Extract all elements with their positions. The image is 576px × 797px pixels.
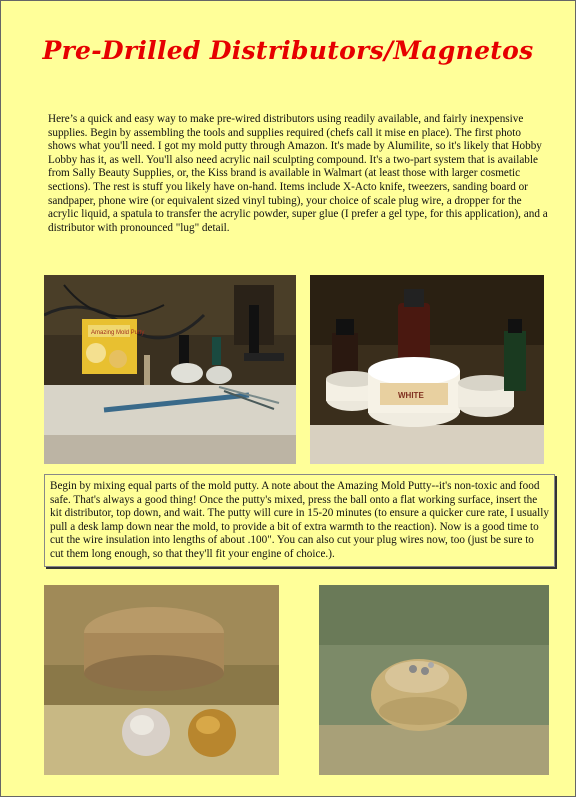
photo-acrylic-supplies bbox=[310, 275, 544, 464]
page-title: Pre-Drilled Distributors/Magnetos bbox=[42, 36, 534, 65]
photo-supplies-desk bbox=[44, 275, 296, 464]
photo-putty-mold bbox=[319, 585, 549, 775]
kit-box-label: Amazing Mold Putty bbox=[91, 330, 145, 336]
jar-label: WHITE bbox=[398, 391, 424, 400]
step-paragraph: Begin by mixing equal parts of the mold putty. A note about the Amazing Mold Putty--it's non-toxic and food safe. That's always a good thing! Once the putty's mixed, press the ball onto a flat working surface, insert the kit distributor, top down, and wait. The putty will cure in 15-20 minutes (to ensure a quicker cure rate, I usually pull a desk lamp down near the mold, to provide a bit of extra warmth to the reaction). Now is a good time to cut the wire insulation into lengths of about .100". You can also cut your plug wires now, too (just be sure to cut them long enough, so that they'll fit your engine of choice.). bbox=[50, 480, 549, 560]
step-callout-box bbox=[44, 474, 555, 567]
intro-paragraph: Here’s a quick and easy way to make pre-wired distributors using readily available, and fairly inexpensive supplies. Begin by assembling the tools and supplies required (chefs call it mise en place). The first photo shows what you'll need. I got my mold putty through Amazon. It's made by Alumilite, so it's likely that Hobby Lobby has it, as well. You'll also need acrylic nail sculpting compound. It's a two-part system that is available from Sally Beauty Supplies, or, the Kiss brand is available in Walmart (at least those with larger cosmetic sections). The rest is stuff you likely have on-hand. Items include X-Acto knife, tweezers, sanding board or sandpaper, phone wire (or equivalent sized vinyl tubing), your choice of scale plug wire, a dropper for the acrylic liquid, a spatula to transfer the acrylic powder, super glue (I prefer a gel type, for this application), and a distributor with pronounced "lug" detail. bbox=[48, 113, 548, 234]
photo-putty-balls bbox=[44, 585, 279, 775]
